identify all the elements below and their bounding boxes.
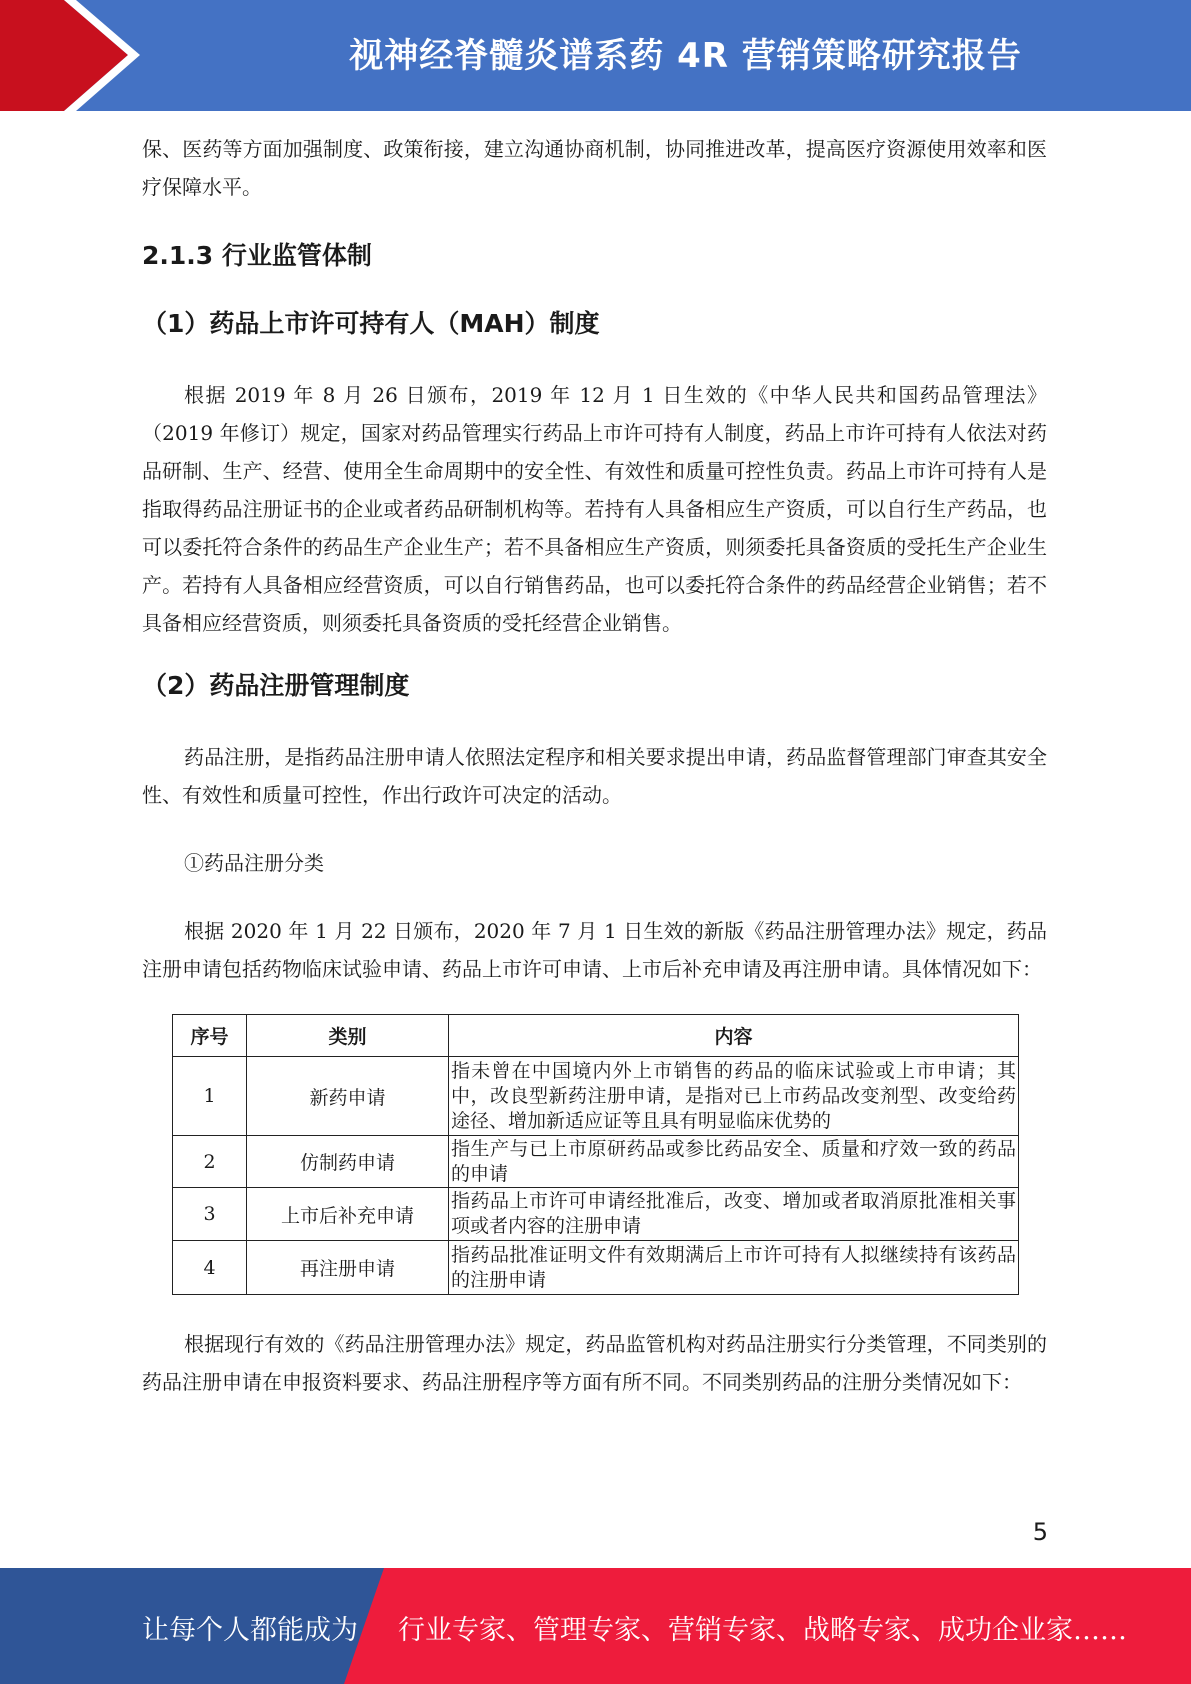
row-category: 上市后补充申请	[247, 1188, 449, 1241]
footer-slogan-right: 行业专家、管理专家、营销专家、战略专家、成功企业家……	[398, 1615, 1127, 1646]
row-number: 2	[173, 1136, 247, 1188]
row-category: 新药申请	[247, 1057, 449, 1136]
row-content: 指药品上市许可申请经批准后，改变、增加或者取消原批准相关事项或者内容的注册申请	[449, 1188, 1019, 1241]
row-number: 1	[173, 1057, 247, 1136]
row-content: 指药品批准证明文件有效期满后上市许可持有人拟继续持有该药品的注册申请	[449, 1241, 1019, 1295]
registration-table	[172, 1014, 1019, 1295]
registration-paragraph-3: 根据现行有效的《药品注册管理办法》规定，药品监管机构对药品注册实行分类管理，不同类别的药品注册申请在申报资料要求、药品注册程序等方面有所不同。不同类别药品的注册分类情况如下：	[142, 1332, 1047, 1394]
page-header	[0, 0, 1191, 111]
row-content: 指生产与已上市原研药品或参比药品安全、质量和疗效一致的药品的申请	[449, 1136, 1019, 1188]
table-row	[173, 1241, 1019, 1295]
row-number: 3	[173, 1188, 247, 1241]
footer-slogan-left: 让每个人都能成为	[142, 1615, 358, 1646]
column-header-category: 类别	[247, 1015, 449, 1057]
registration-subheading: ①药品注册分类	[184, 851, 324, 875]
page-number: 5	[1032, 1518, 1048, 1546]
document-body	[142, 130, 1047, 1401]
row-number: 4	[173, 1241, 247, 1295]
report-title: 视神经脊髓炎谱系药 4R 营销策略研究报告	[349, 36, 1022, 76]
registration-heading: （2）药品注册管理制度	[142, 671, 410, 700]
registration-paragraph-2: 根据 2020 年 1 月 22 日颁布，2020 年 7 月 1 日生效的新版《药品注册管理办法》规定，药品注册申请包括药物临床试验申请、药品上市许可申请、上市后补充申请及再注册申请。具体情况如下：	[142, 919, 1047, 981]
section-heading: 2.1.3 行业监管体制	[142, 241, 372, 270]
mah-heading: （1）药品上市许可持有人（MAH）制度	[142, 309, 600, 338]
registration-paragraph: 药品注册，是指药品注册申请人依照法定程序和相关要求提出申请，药品监督管理部门审查其安全性、有效性和质量可控性，作出行政许可决定的活动。	[142, 745, 1047, 807]
table-header-row	[173, 1015, 1019, 1057]
row-content: 指未曾在中国境内外上市销售的药品的临床试验或上市申请；其中，改良型新药注册申请，是指对已上市药品改变剂型、改变给药途径、增加新适应证等且具有明显临床优势的	[449, 1057, 1019, 1136]
row-category: 仿制药申请	[247, 1136, 449, 1188]
column-header-no: 序号	[173, 1015, 247, 1057]
table-row	[173, 1188, 1019, 1241]
table-row	[173, 1136, 1019, 1188]
mah-paragraph: 根据 2019 年 8 月 26 日颁布，2019 年 12 月 1 日生效的《中华人民共和国药品管理法》（2019 年修订）规定，国家对药品管理实行药品上市许可持有人制度，药品上市许可持有人依法对药品研制、生产、经营、使用全生命周期中的安全性、有效性和质量可控性负责。药品上市许可持有人是指取得药品注册证书的企业或者药品研制机构等。若持有人具备相应生产资质，可以自行生产药品，也可以委托符合条件的药品生产企业生产；若不具备相应生产资质，则须委托具备资质的受托生产企业生产。若持有人具备相应经营资质，可以自行销售药品，也可以委托符合条件的药品经营企业销售；若不具备相应经营资质，则须委托具备资质的受托经营企业销售。	[142, 383, 1047, 635]
page-footer	[0, 1568, 1191, 1684]
table-row	[173, 1057, 1019, 1136]
column-header-content: 内容	[449, 1015, 1019, 1057]
intro-paragraph: 保、医药等方面加强制度、政策衔接，建立沟通协商机制，协同推进改革，提高医疗资源使用效率和医疗保障水平。	[142, 137, 1047, 199]
row-category: 再注册申请	[247, 1241, 449, 1295]
